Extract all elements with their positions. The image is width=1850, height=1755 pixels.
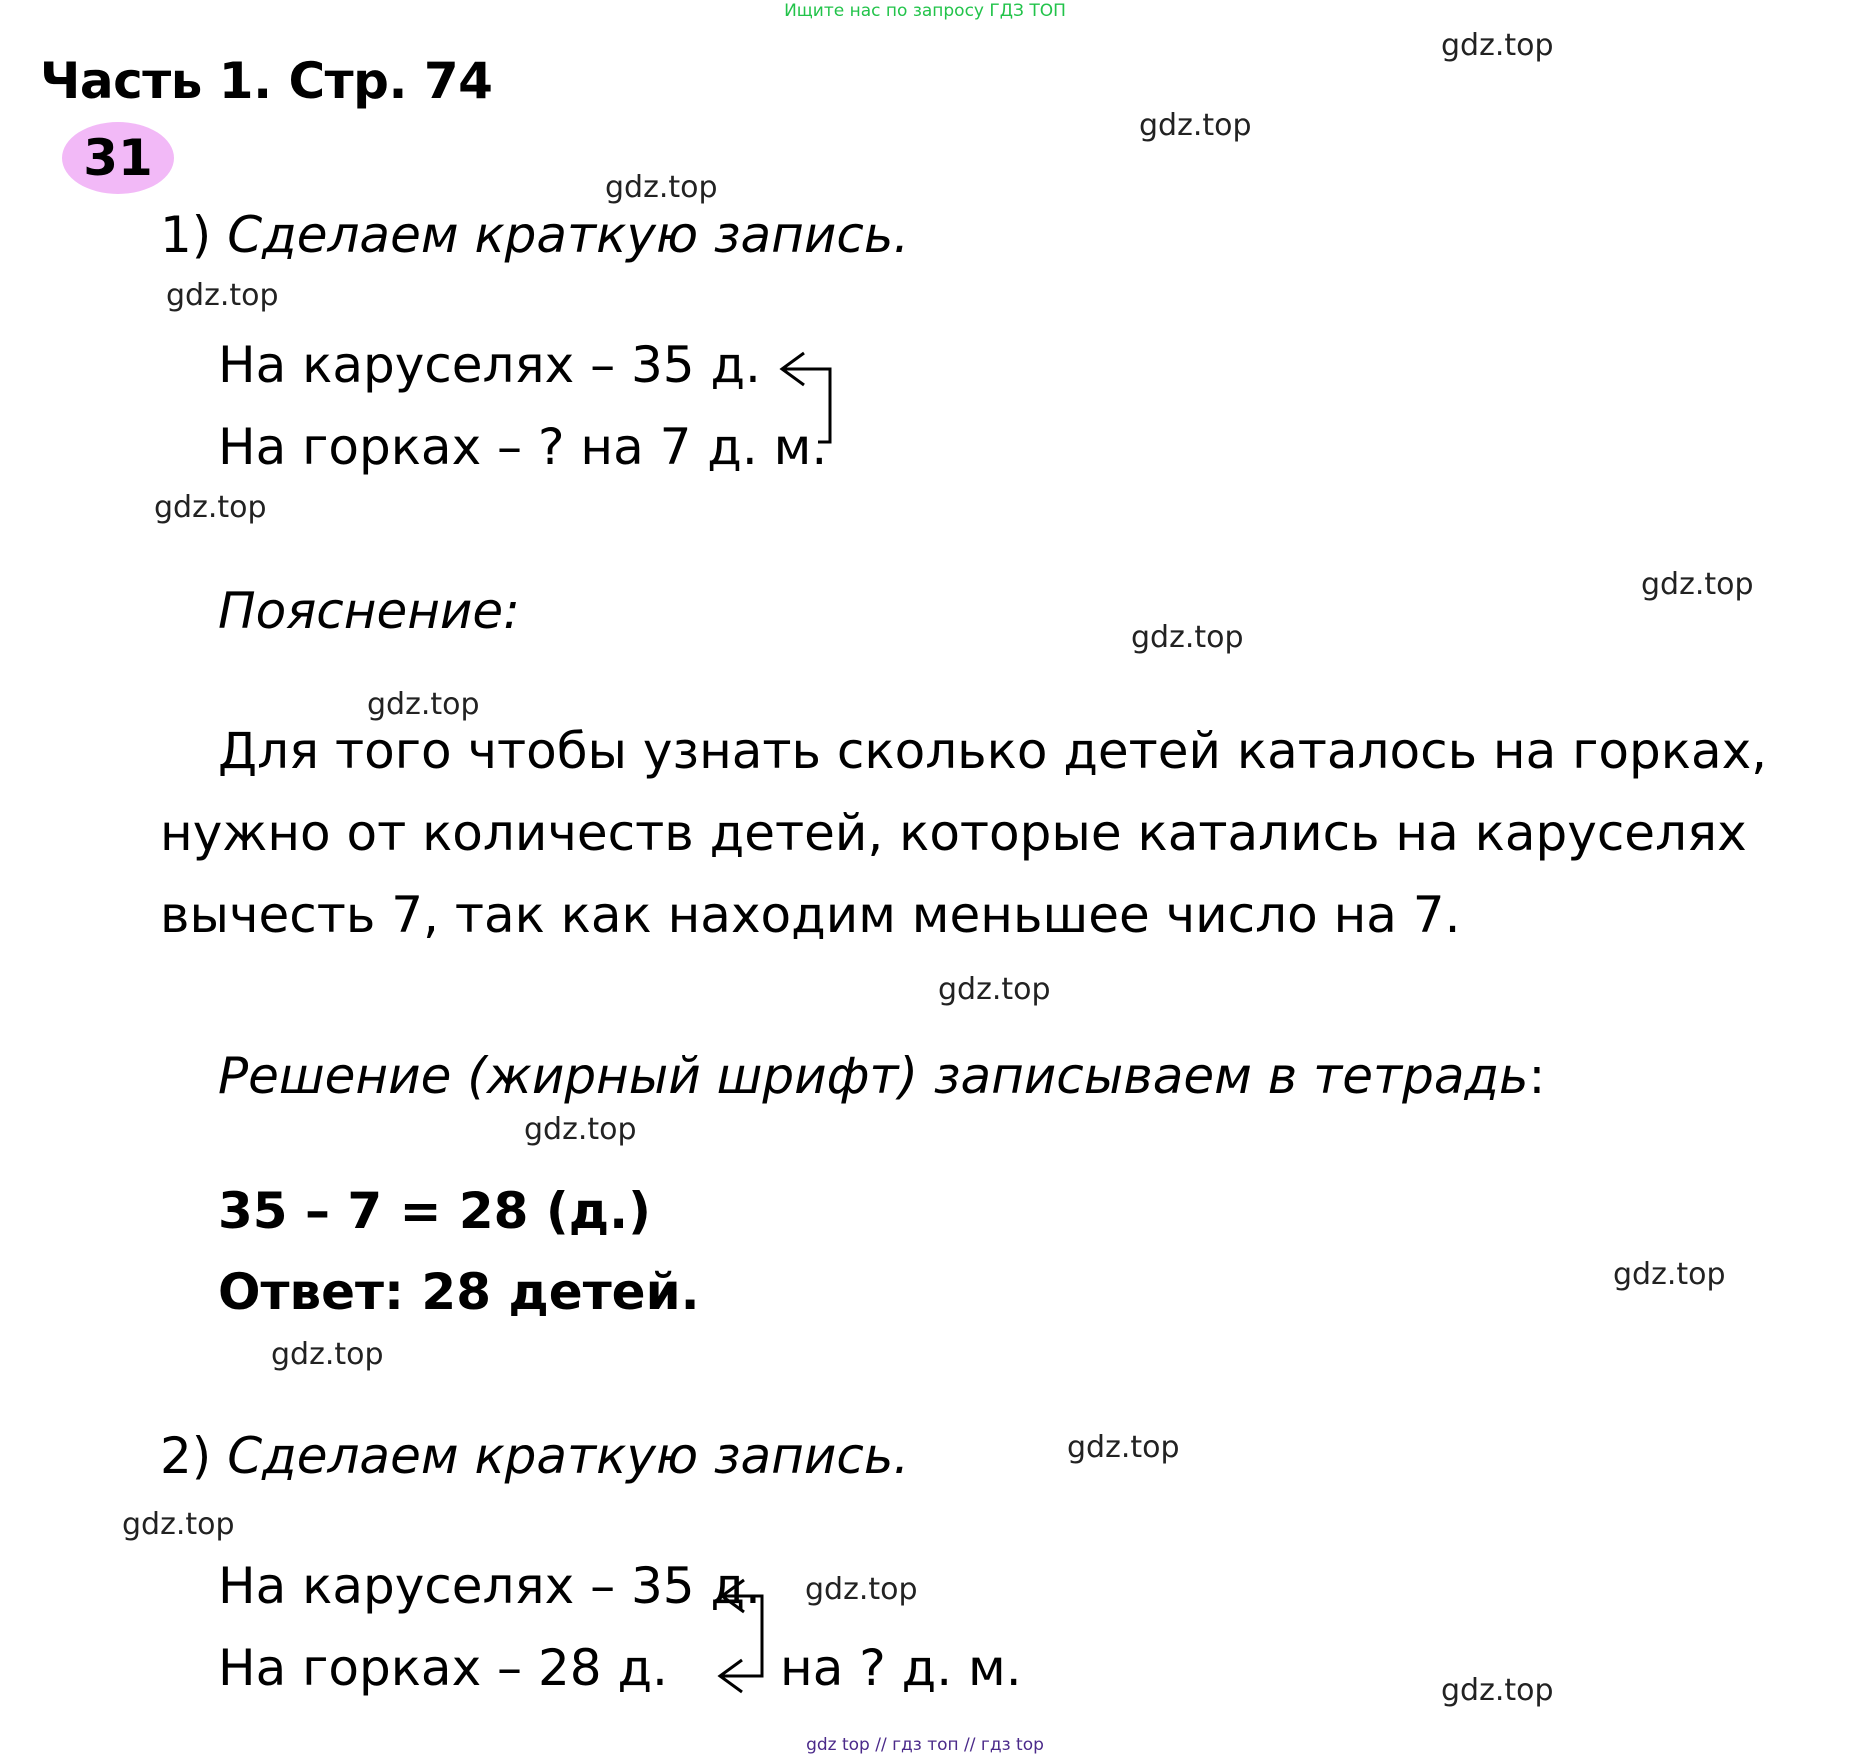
watermark: gdz.top	[367, 687, 480, 722]
watermark: gdz.top	[1067, 1430, 1180, 1465]
part2-heading-text: Сделаем краткую запись.	[227, 1427, 910, 1485]
watermark: gdz.top	[1139, 108, 1252, 143]
explanation-text-content: Для того чтобы узнать сколько детей каталось на горках, нужно от количеств детей, которые катались на каруселях вычесть 7, так как находим меньшее число на 7.	[160, 722, 1768, 944]
watermark: gdz.top	[1441, 1673, 1554, 1708]
part1-row2: На горках – ? на 7 д. м.	[218, 418, 828, 476]
watermark: gdz.top	[1641, 567, 1754, 602]
watermark: gdz.top	[1441, 28, 1554, 63]
top-banner: Ищите нас по запросу ГДЗ ТОП	[784, 1, 1066, 21]
task-number: 31	[83, 129, 153, 187]
task-number-badge	[62, 122, 174, 194]
watermark: gdz.top	[524, 1112, 637, 1147]
watermark: gdz.top	[271, 1337, 384, 1372]
page-title: Часть 1. Стр. 74	[40, 52, 493, 110]
explanation-text	[160, 710, 1840, 956]
part1-number: 1)	[160, 206, 212, 264]
watermark: gdz.top	[805, 1572, 918, 1607]
part1-bracket-arrow	[770, 345, 840, 445]
part2-question: на ? д. м.	[780, 1639, 1022, 1697]
solution-label-text: Решение (жирный шрифт) записываем в тетрадь	[218, 1047, 1529, 1105]
solution-equation: 35 – 7 = 28 (д.)	[218, 1182, 651, 1240]
solution-label	[218, 1047, 1545, 1105]
watermark: gdz.top	[122, 1507, 235, 1542]
watermark: gdz.top	[605, 170, 718, 205]
part2-bracket-arrows	[700, 1568, 790, 1688]
solution-label-colon: :	[1528, 1047, 1546, 1105]
watermark: gdz.top	[938, 972, 1051, 1007]
watermark: gdz.top	[154, 490, 267, 525]
part2-row1: На каруселях – 35 д.	[218, 1557, 761, 1615]
part1-heading	[160, 206, 909, 264]
watermark: gdz.top	[1613, 1257, 1726, 1292]
answer: Ответ: 28 детей.	[218, 1263, 700, 1321]
part2-row2: На горках – 28 д.	[218, 1639, 668, 1697]
part1-heading-text: Сделаем краткую запись.	[227, 206, 910, 264]
watermark: gdz.top	[1131, 620, 1244, 655]
explanation-label: Пояснение:	[218, 582, 521, 640]
bottom-banner: gdz top // гдз топ // гдз top	[806, 1735, 1044, 1755]
watermark: gdz.top	[166, 278, 279, 313]
part2-heading	[160, 1427, 909, 1485]
part2-number: 2)	[160, 1427, 212, 1485]
part1-row1: На каруселях – 35 д.	[218, 336, 761, 394]
